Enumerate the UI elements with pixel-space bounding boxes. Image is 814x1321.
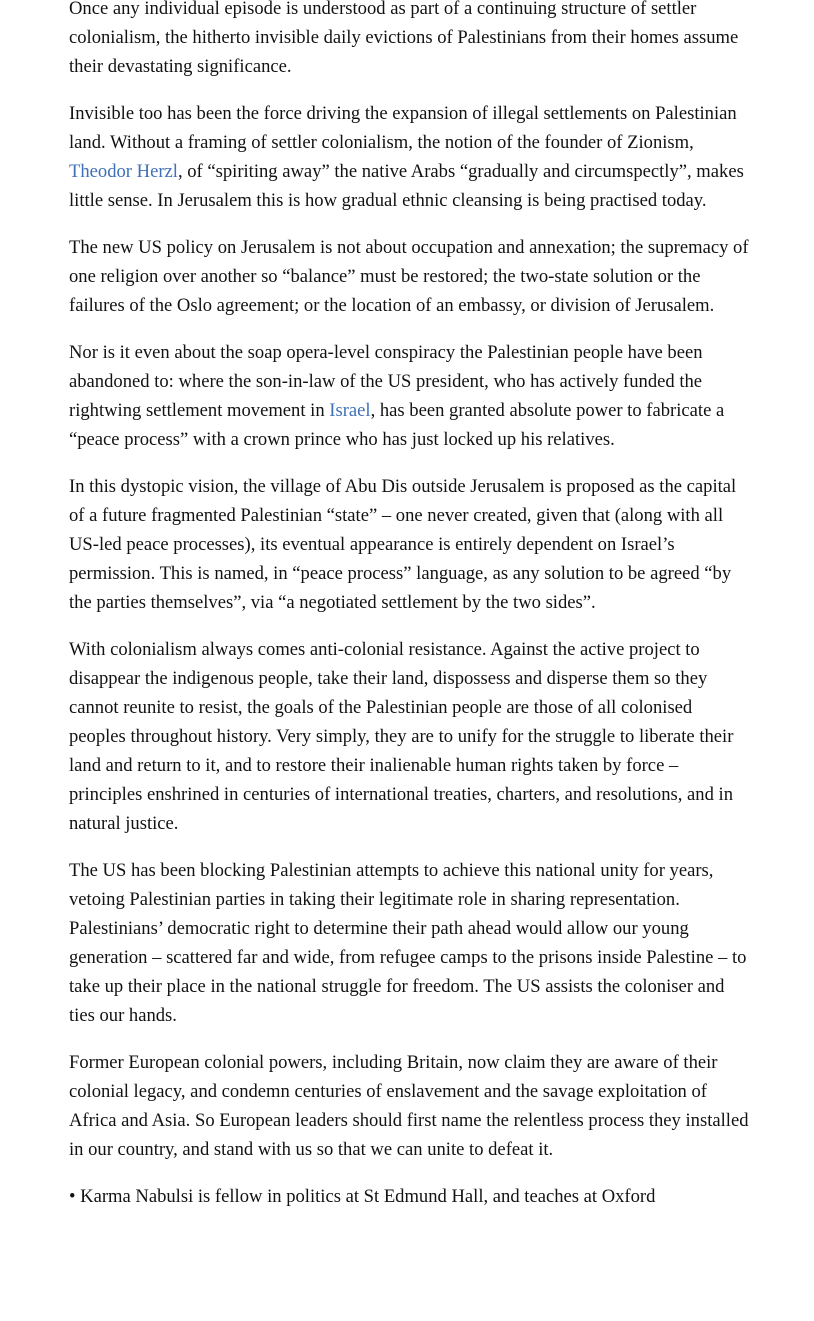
author-bio bbox=[69, 1182, 749, 1211]
paragraph-1 bbox=[69, 0, 749, 81]
paragraph-7 bbox=[69, 856, 749, 1030]
paragraph-text: The US has been blocking Palestinian attempts to achieve this national unity for years, vetoing Palestinian parties in taking their legitimate role in sharing representation. Palestinians’ democratic right to determine their path ahead would allow our young generation – scattered far and wide, from refugee camps to the prisons inside Palestine – to take up their place in the national struggle for freedom. The US assists the coloniser and ties our hands. bbox=[69, 860, 747, 1026]
paragraph-3 bbox=[69, 233, 749, 320]
paragraph-2 bbox=[69, 99, 749, 215]
paragraph-8 bbox=[69, 1048, 749, 1164]
paragraph-text: , has been granted absolute power to fabricate a “peace process” with a crown prince who has just locked up his relatives. bbox=[69, 400, 725, 450]
paragraph-5 bbox=[69, 472, 749, 617]
paragraph-text: Former European colonial powers, including Britain, now claim they are aware of their colonial legacy, and condemn centuries of enslavement and the savage exploitation of Africa and Asia. So European leaders should first name the relentless process they installed in our country, and stand with us so that we can unite to defeat it. bbox=[69, 1052, 749, 1160]
paragraph-6 bbox=[69, 635, 749, 838]
paragraph-text: , of “spiriting away” the native Arabs “gradually and circumspectly”, makes little sense. In Jerusalem this is how gradual ethnic cleansing is being practised today. bbox=[69, 161, 744, 211]
paragraph-4 bbox=[69, 338, 749, 454]
paragraph-text: In this dystopic vision, the village of Abu Dis outside Jerusalem is proposed as the capital of a future fragmented Palestinian “state” – one never created, given that (along with all US-led peace processes), its eventual appearance is entirely dependent on Israel’s permission. This is named, in “peace process” language, as any solution to be agreed “by the parties themselves”, via “a negotiated settlement by the two sides”. bbox=[69, 476, 737, 613]
author-bio-text: • Karma Nabulsi is fellow in politics at St Edmund Hall, and teaches at Oxford bbox=[69, 1186, 656, 1207]
article-body bbox=[69, 0, 749, 1229]
paragraph-text: The new US policy on Jerusalem is not about occupation and annexation; the supremacy of one religion over another so “balance” must be restored; the two-state solution or the failures of the Oslo agreement; or the location of an embassy, or division of Jerusalem. bbox=[69, 237, 749, 316]
paragraph-text: Nor is it even about the soap opera-level conspiracy the Palestinian people have been abandoned to: where the son-in-law of the US president, who has actively funded the rightwing settlement movement in bbox=[69, 342, 703, 421]
paragraph-text: With colonialism always comes anti-colonial resistance. Against the active project to disappear the indigenous people, take their land, dispossess and disperse them so they cannot reunite to resist, the goals of the Palestinian people are those of all colonised peoples throughout history. Very simply, they are to unify for the struggle to liberate their land and return to it, and to restore their inalienable human rights taken by force – principles enshrined in centuries of international treaties, charters, and resolutions, and in natural justice. bbox=[69, 639, 734, 834]
theodor-herzl-link[interactable]: Theodor Herzl bbox=[69, 161, 178, 182]
israel-link[interactable]: Israel bbox=[329, 400, 371, 421]
paragraph-text: Invisible too has been the force driving the expansion of illegal settlements on Palestinian land. Without a framing of settler colonialism, the notion of the founder of Zionism, bbox=[69, 103, 737, 153]
paragraph-text: Once any individual episode is understood as part of a continuing structure of settler colonialism, the hitherto invisible daily evictions of Palestinians from their homes assume their devastating significance. bbox=[69, 0, 739, 77]
